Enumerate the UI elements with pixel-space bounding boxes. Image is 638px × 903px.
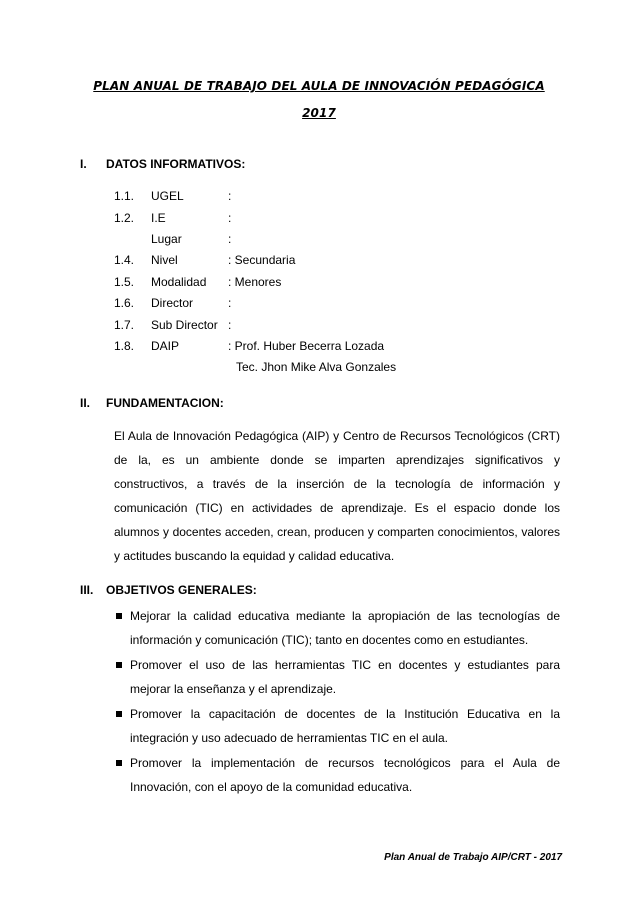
info-row-label: Sub Director bbox=[151, 318, 218, 332]
info-row-label: Nivel bbox=[151, 253, 178, 267]
list-item bbox=[114, 702, 560, 750]
info-row-label: UGEL bbox=[151, 189, 184, 203]
info-row-value: : bbox=[228, 189, 232, 203]
objectives-list bbox=[114, 604, 560, 799]
bullet-square-icon bbox=[116, 662, 122, 668]
info-row-value: : Secundaria bbox=[228, 253, 296, 267]
section-1-title: DATOS INFORMATIVOS: bbox=[106, 157, 246, 171]
objective-text: Promover la implementación de recursos tecnológicos para el Aula de Innovación, con el apoyo de la comunidad educativa. bbox=[130, 756, 560, 794]
objective-text: Promover el uso de las herramientas TIC en docentes y estudiantes para mejorar la enseñanza y el aprendizaje. bbox=[130, 658, 560, 696]
section-3-title: OBJETIVOS GENERALES: bbox=[106, 583, 257, 597]
section-1-number: I. bbox=[80, 157, 87, 171]
objective-text: Promover la capacitación de docentes de la Institución Educativa en la integración y uso adecuado de herramientas TIC en el aula. bbox=[130, 707, 560, 745]
info-row-label: DAIP bbox=[151, 339, 180, 353]
info-row-number: 1.6. bbox=[114, 296, 135, 310]
document-year: 2017 bbox=[302, 106, 336, 120]
info-row-value: : bbox=[228, 296, 232, 310]
info-row-value: Tec. Jhon Mike Alva Gonzales bbox=[236, 360, 397, 374]
list-item bbox=[114, 653, 560, 701]
section-3-number: III. bbox=[80, 583, 94, 597]
info-row-value: : Menores bbox=[228, 275, 282, 289]
info-row-number: 1.2. bbox=[114, 211, 135, 225]
list-item bbox=[114, 604, 560, 652]
info-row-value: : bbox=[228, 232, 232, 246]
info-row-number: 1.4. bbox=[114, 253, 135, 267]
info-row-number: 1.8. bbox=[114, 339, 135, 353]
info-row-label: Modalidad bbox=[151, 275, 207, 289]
bullet-square-icon bbox=[116, 760, 122, 766]
list-item bbox=[114, 751, 560, 799]
info-row-label: Lugar bbox=[151, 232, 182, 246]
info-row-label: Director bbox=[151, 296, 194, 310]
page-footer: Plan Anual de Trabajo AIP/CRT - 2017 bbox=[384, 852, 562, 863]
objective-text: Mejorar la calidad educativa mediante la apropiación de las tecnologías de información y comunicación (TIC); tanto en docentes como en estudiantes. bbox=[130, 609, 560, 647]
info-row-value: : Prof. Huber Becerra Lozada bbox=[228, 339, 385, 353]
info-row-value: : bbox=[228, 318, 232, 332]
info-row-number: 1.5. bbox=[114, 275, 135, 289]
info-row-label: I.E bbox=[151, 211, 166, 225]
info-row-value: : bbox=[228, 211, 232, 225]
fundamentacion-paragraph: El Aula de Innovación Pedagógica (AIP) y Centro de Recursos Tecnológicos (CRT) de la, es un ambiente donde se imparten aprendizajes significativos y constructivos, a través de la inserción de la tecnología de información y comunicación (TIC) en actividades de aprendizaje. Es el espacio donde los alumnos y docentes acceden, crean, producen y comparten conocimientos, valores y actitudes buscando la equidad y calidad educativa. bbox=[114, 429, 560, 563]
bullet-square-icon bbox=[116, 711, 122, 717]
info-row-number: 1.7. bbox=[114, 318, 135, 332]
bullet-square-icon bbox=[116, 613, 122, 619]
document-title: PLAN ANUAL DE TRABAJO DEL AULA DE INNOVACIÓN PEDAGÓGICA bbox=[93, 79, 545, 93]
section-2-number: II. bbox=[80, 396, 91, 410]
info-row-number: 1.1. bbox=[114, 189, 135, 203]
section-2-title: FUNDAMENTACION: bbox=[106, 396, 224, 410]
